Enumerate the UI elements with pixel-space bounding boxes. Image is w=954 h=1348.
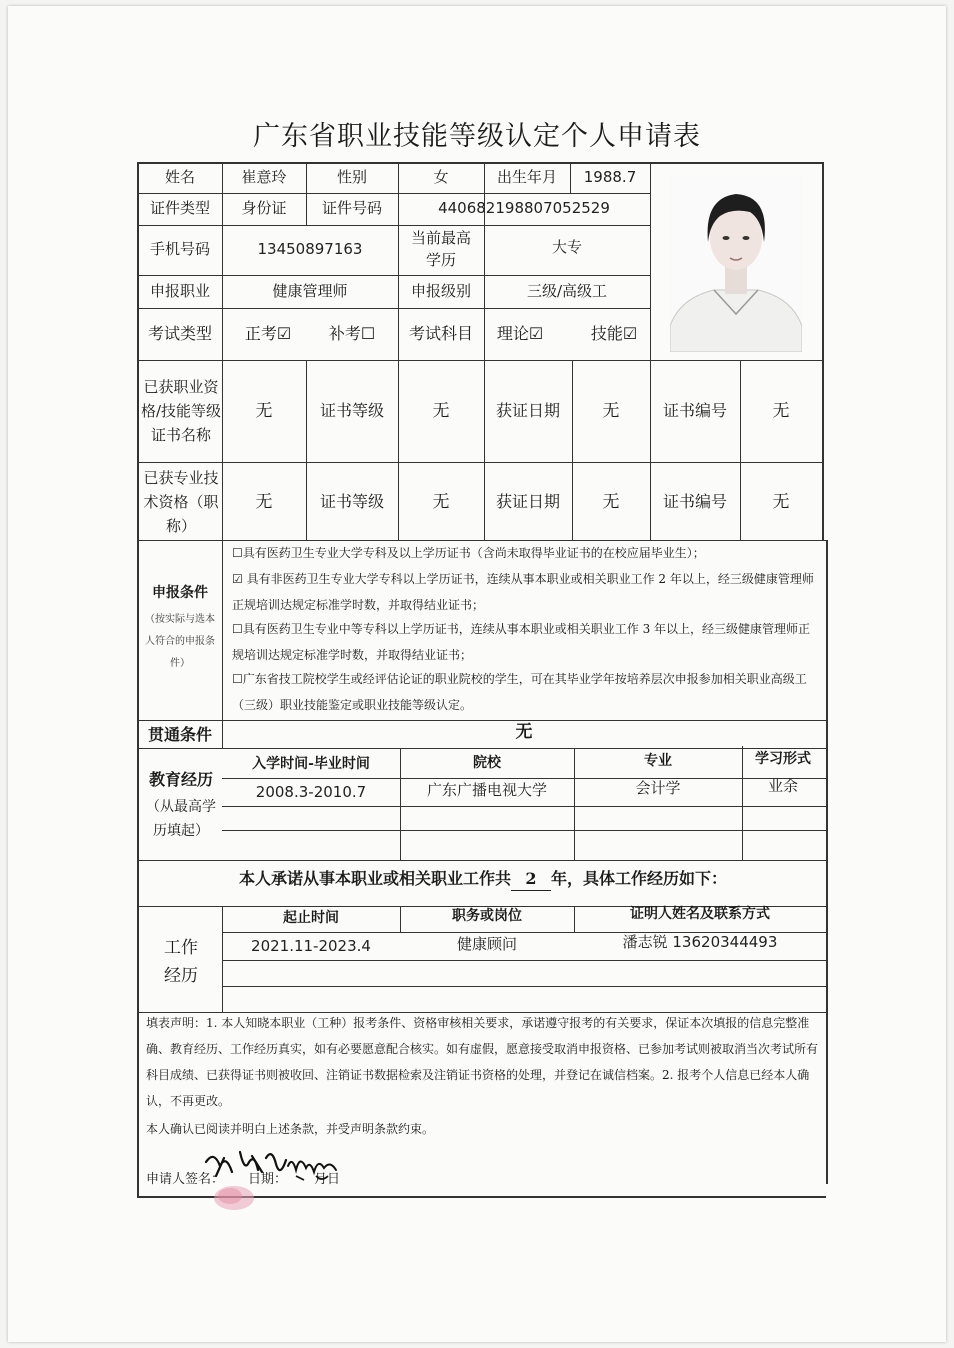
promise-years: 2 [511, 867, 551, 891]
grid-line [222, 830, 826, 831]
id-type-value: 身份证 [241, 199, 287, 218]
exam-opt-regular-text: 正考 [244, 324, 277, 344]
cert2-date-label: 获证日期 [495, 492, 560, 512]
cert1-label: 已获职业资格/技能等级证书名称 [140, 378, 222, 444]
cert1-level-label: 证书等级 [319, 401, 384, 421]
cert2-label: 已获专业技术资格（职称） [143, 469, 219, 535]
edu-row-school: 广东广播电视大学 [426, 781, 547, 800]
edu-value: 大专 [551, 238, 582, 257]
exam-sub-skill-text: 技能 [590, 324, 623, 344]
cert1-no-label: 证书编号 [662, 401, 727, 421]
id-no-label: 证件号码 [321, 199, 382, 218]
phone-label: 手机号码 [149, 240, 210, 259]
cert2-level-label: 证书等级 [319, 492, 384, 512]
checkbox-checked-icon: ☑ [276, 324, 292, 344]
education-note: （从最高学历填起） [146, 799, 216, 839]
grid-line [650, 162, 651, 360]
exam-opt-regular [238, 308, 298, 360]
cert2-name: 无 [255, 491, 273, 512]
cert1-date-label: 获证日期 [495, 401, 560, 421]
edu-row-major: 会计学 [635, 779, 681, 798]
edu-header-major: 专业 [644, 752, 672, 769]
cert1-date: 无 [602, 400, 620, 421]
job-value: 健康管理师 [272, 281, 348, 300]
gender-value: 女 [433, 168, 449, 187]
birth-label: 出生年月 [496, 168, 557, 187]
grid-line [822, 162, 824, 540]
form-title: 广东省职业技能等级认定个人申请表 [253, 121, 701, 152]
condition-item-2: ☑ 具有非医药卫生专业大学专科以上学历证书，连续从事本职业或相关职业工作 2 年以上，经三级健康管理师正规培训达规定标准学时数，并取得结业证书； [232, 572, 814, 612]
exam-sub-skill [584, 308, 644, 360]
sign-label: 申请人签名： [146, 1172, 225, 1187]
grid-line [222, 986, 826, 987]
edu-row-mode: 业余 [767, 777, 798, 796]
edu-label: 当前最高学历 [410, 229, 471, 269]
work-header-period: 起止时间 [283, 909, 339, 926]
work-row-witness: 潘志锐 13620344493 [622, 933, 778, 952]
cert1-name: 无 [255, 400, 273, 421]
promise-prefix: 本人承诺从事本职业或相关职业工作共 [238, 869, 511, 889]
declaration-confirm: 本人确认已阅读并明白上述条款，并受声明条款约束。 [146, 1122, 435, 1136]
applicant-photo [670, 176, 802, 352]
exam-opt-makeup [322, 308, 382, 360]
exam-subject-label: 考试科目 [408, 324, 473, 344]
work-header-witness: 证明人姓名及联系方式 [630, 905, 770, 922]
checkbox-checked-icon: ☑ [622, 324, 638, 344]
work-label: 工作经历 [164, 938, 198, 986]
cert1-no: 无 [772, 400, 790, 421]
edu-row-period: 2008.3-2010.7 [255, 783, 367, 802]
conditions-label: 申报条件 [152, 584, 208, 601]
declaration-text: 填表声明：1. 本人知晓本职业（工种）报考条件、资格审核相关要求，承诺遵守报考的有关要求，保证本次填报的信息完整准确、教育经历、工作经历真实，如有必要愿意配合核实。如有虚假，愿意接受取消申报资格、已参加考试则被取消当次考试所有科目成绩、已获得证书则被收回、注销证书数据检索及注销证书资格的处理，并登记在诚信档案。2. 报考个人信息已经本人确认，不再更改。 [146, 1016, 819, 1108]
signature-image [196, 1142, 346, 1212]
date-label: 日期： [248, 1172, 288, 1187]
portrait-image [670, 176, 802, 352]
birth-value: 1988.7 [583, 168, 637, 187]
work-row-post: 健康顾问 [456, 935, 517, 954]
work-row-period: 2021.11-2023.4 [251, 937, 371, 956]
conditions-note: （按实际与选本人符合的申报条件） [145, 614, 215, 669]
condition-item-1: ☐具有医药卫生专业大学专科及以上学历证书（含尚未取得毕业证书的在校应届毕业生）； [232, 546, 705, 560]
cert2-level: 无 [432, 491, 450, 512]
edu-header-school: 院校 [473, 754, 501, 771]
cert2-no-label: 证书编号 [662, 492, 727, 512]
education-label: 教育经历 [148, 770, 213, 790]
level-label: 申报级别 [410, 281, 471, 300]
exam-sub-theory [490, 308, 550, 360]
checkbox-empty-icon: ☐ [360, 324, 376, 344]
name-value: 崔意玲 [241, 168, 287, 187]
name-label: 姓名 [164, 168, 195, 187]
condition-item-3: ☐具有医药卫生专业中等专科以上学历证书，连续从事本职业或相关职业工作 3 年以上，经三级健康管理师正规培训达规定标准学时数，并取得结业证书； [232, 622, 811, 662]
checkbox-checked-icon: ☑ [528, 324, 544, 344]
grid-line [826, 540, 828, 1184]
gender-label: 性别 [336, 168, 367, 187]
cert2-no: 无 [772, 491, 790, 512]
condition-item-4: ☐广东省技工院校学生或经评估论证的职业院校的学生，可在其毕业学年按培养层次申报参加相关职业高级工（三级）职业技能鉴定或职业技能等级认定。 [232, 672, 807, 712]
level-value: 三级/高级工 [526, 281, 608, 300]
through-label: 贯通条件 [147, 725, 212, 745]
grid-line [222, 540, 223, 748]
edu-header-period: 入学时间-毕业时间 [252, 755, 370, 772]
date-suffix: 月日 [314, 1172, 341, 1187]
exam-sub-theory-text: 理论 [496, 324, 529, 344]
cert1-level: 无 [432, 400, 450, 421]
id-no-value: 440682198807052529 [438, 199, 610, 218]
through-value: 无 [515, 721, 533, 742]
cert2-date: 无 [602, 491, 620, 512]
exam-type-label: 考试类型 [147, 324, 212, 344]
work-header-post: 职务或岗位 [452, 907, 522, 924]
phone-value: 13450897163 [257, 240, 363, 259]
exam-opt-makeup-text: 补考 [328, 324, 361, 344]
edu-header-mode: 学习形式 [755, 750, 811, 767]
id-type-label: 证件类型 [149, 199, 210, 218]
promise-suffix: 年，具体工作经历如下： [551, 869, 728, 889]
work-promise [140, 862, 826, 896]
job-label: 申报职业 [149, 281, 210, 300]
grid-line [137, 860, 826, 861]
